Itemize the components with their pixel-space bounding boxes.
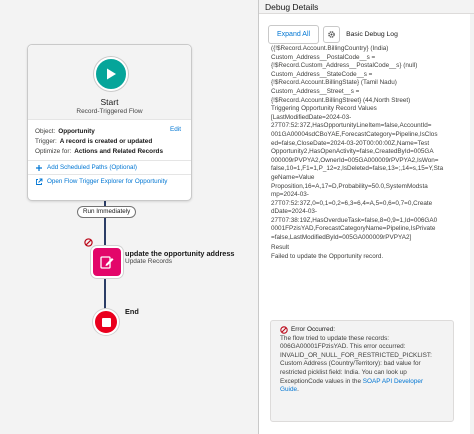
error-period: .: [297, 386, 299, 394]
error-callout: [270, 320, 454, 422]
log-line: 27T07:38:19Z,HasOverdueTask=false,8=0,9=1,Id=006GA0: [271, 216, 438, 224]
optimize-label: Optimize for:: [35, 147, 72, 155]
start-node[interactable]: [94, 57, 128, 91]
log-line: ed=false,CloseDate=2024-03-20T00:00:00Z,Name=Test: [271, 139, 430, 147]
gear-icon: [327, 30, 336, 39]
error-block-icon: [84, 238, 93, 247]
log-line: Custom_Address__StateCode__s =: [271, 70, 373, 78]
end-label: End: [125, 307, 139, 316]
connector-update-end: [104, 276, 106, 310]
log-line: {!$Record.Custom_Address__PostalCode__s} (null): [271, 62, 418, 70]
update-node-subtitle: Update Records: [125, 258, 172, 265]
start-element-card[interactable]: [27, 44, 192, 201]
add-scheduled-paths-link[interactable]: [28, 160, 191, 174]
log-line: Opportunity2,HasOpenActivity=false,CreatedById=005GA: [271, 148, 434, 156]
object-value: Opportunity: [58, 127, 95, 135]
plus-icon: [35, 164, 43, 172]
start-details: [28, 120, 191, 156]
error-title: Error Occurred:: [291, 326, 336, 333]
log-line: 000009rPVPYA2,OwnerId=005GA000009rPVPYA2,IsWon=: [271, 156, 439, 164]
panel-scrollbar[interactable]: [470, 14, 474, 434]
log-line: =false,LastModifiedById=005GA000009rPVPYA2]: [271, 234, 412, 242]
log-line: Custom_Address__Street__s =: [271, 87, 360, 95]
add-scheduled-paths-label: Add Scheduled Paths (Optional): [47, 164, 137, 171]
error-line: The flow tried to update these records:: [280, 334, 390, 342]
log-line: Custom_Address__PostalCode__s =: [271, 53, 376, 61]
error-line: INVALID_OR_NULL_FOR_RESTRICTED_PICKLIST:: [280, 351, 432, 359]
result-label: Result: [271, 243, 289, 251]
start-title: Start: [100, 97, 119, 107]
external-link-icon: [35, 178, 43, 186]
stop-icon: [102, 318, 111, 327]
error-line: 006GA00001FPzisYAD. This error occurred:: [280, 343, 406, 351]
log-line: mp=2024-03-: [271, 191, 309, 199]
log-line: 001GA00004sdCBoYAE,ForecastCategory=Pipeline,IsClos: [271, 130, 438, 138]
error-line-with-link: [280, 378, 453, 387]
log-line: {!$Record.Account.BillingState} (Tamil Nadu): [271, 79, 397, 87]
log-line: ({!$Record.Account.BillingCountry} (India): [271, 45, 389, 52]
log-line: 0001FPzisYAD,ForecastCategoryName=Pipeline,IsPrivate: [271, 225, 436, 233]
edit-record-icon: [99, 254, 115, 270]
open-trigger-explorer-label: Open Flow Trigger Explorer for Opportunity: [47, 178, 168, 185]
trigger-value: A record is created or updated: [59, 137, 153, 145]
log-line: dDate=2024-03-: [271, 208, 318, 216]
soap-api-guide-link[interactable]: SOAP API Developer: [362, 377, 424, 385]
error-line: [280, 386, 453, 395]
log-line: Proposition,16=A,17=D,Probability=50.0,SystemModsta: [271, 182, 428, 190]
error-icon: [280, 326, 288, 334]
soap-api-guide-link-cont[interactable]: Guide: [280, 386, 298, 394]
run-immediately-label[interactable]: Run Immediately: [77, 206, 136, 218]
start-card-header: [28, 45, 191, 120]
error-heading: [280, 326, 453, 335]
end-node[interactable]: [93, 309, 119, 335]
play-icon: [104, 67, 118, 81]
optimize-row: [35, 146, 184, 156]
error-line: ExceptionCode values in the: [280, 377, 362, 385]
log-line: 27T07:52:37Z,HasOpportunityLineItem=false,AccountId=: [271, 122, 432, 130]
basic-debug-log-label: Basic Debug Log: [346, 30, 398, 38]
trigger-row: [35, 136, 184, 146]
optimize-value: Actions and Related Records: [74, 147, 164, 155]
object-label: Object:: [35, 127, 56, 135]
settings-button[interactable]: [323, 26, 340, 43]
log-line: false,10=1,F1=1,P_12=z,IsDeleted=false,13=;,14=s,15=Y,Sta: [271, 165, 444, 173]
object-row: [35, 126, 184, 136]
trigger-label: Trigger:: [35, 137, 57, 145]
error-line: Custom Address (Country/Territory): bad value for: [280, 360, 421, 368]
log-line: [LastModifiedDate=2024-03-: [271, 113, 352, 121]
result-text: Failed to update the Opportunity record.: [271, 253, 384, 261]
log-line: {!$Record.Account.BillingStreet} (44,North Street): [271, 96, 411, 104]
panel-title: Debug Details: [259, 0, 474, 14]
update-records-node[interactable]: [93, 248, 121, 276]
debug-toolbar: [259, 23, 474, 45]
error-line: restricted picklist field: India. You can look up: [280, 368, 407, 376]
update-node-title: update the opportunity address: [125, 249, 235, 258]
log-line: Triggering Opportunity Record Values: [271, 105, 377, 113]
log-line: 27T07:52:37Z,0=0,1=0,2=6,3=6,4=A,5=0,6=0,7=0,Create: [271, 199, 433, 207]
start-subtitle: Record-Triggered Flow: [76, 108, 143, 115]
open-trigger-explorer-link[interactable]: [28, 174, 191, 188]
log-line: geName=Value: [271, 173, 315, 181]
edit-link[interactable]: Edit: [169, 126, 181, 133]
expand-all-button[interactable]: Expand All: [268, 25, 319, 44]
debug-log: [259, 45, 474, 262]
